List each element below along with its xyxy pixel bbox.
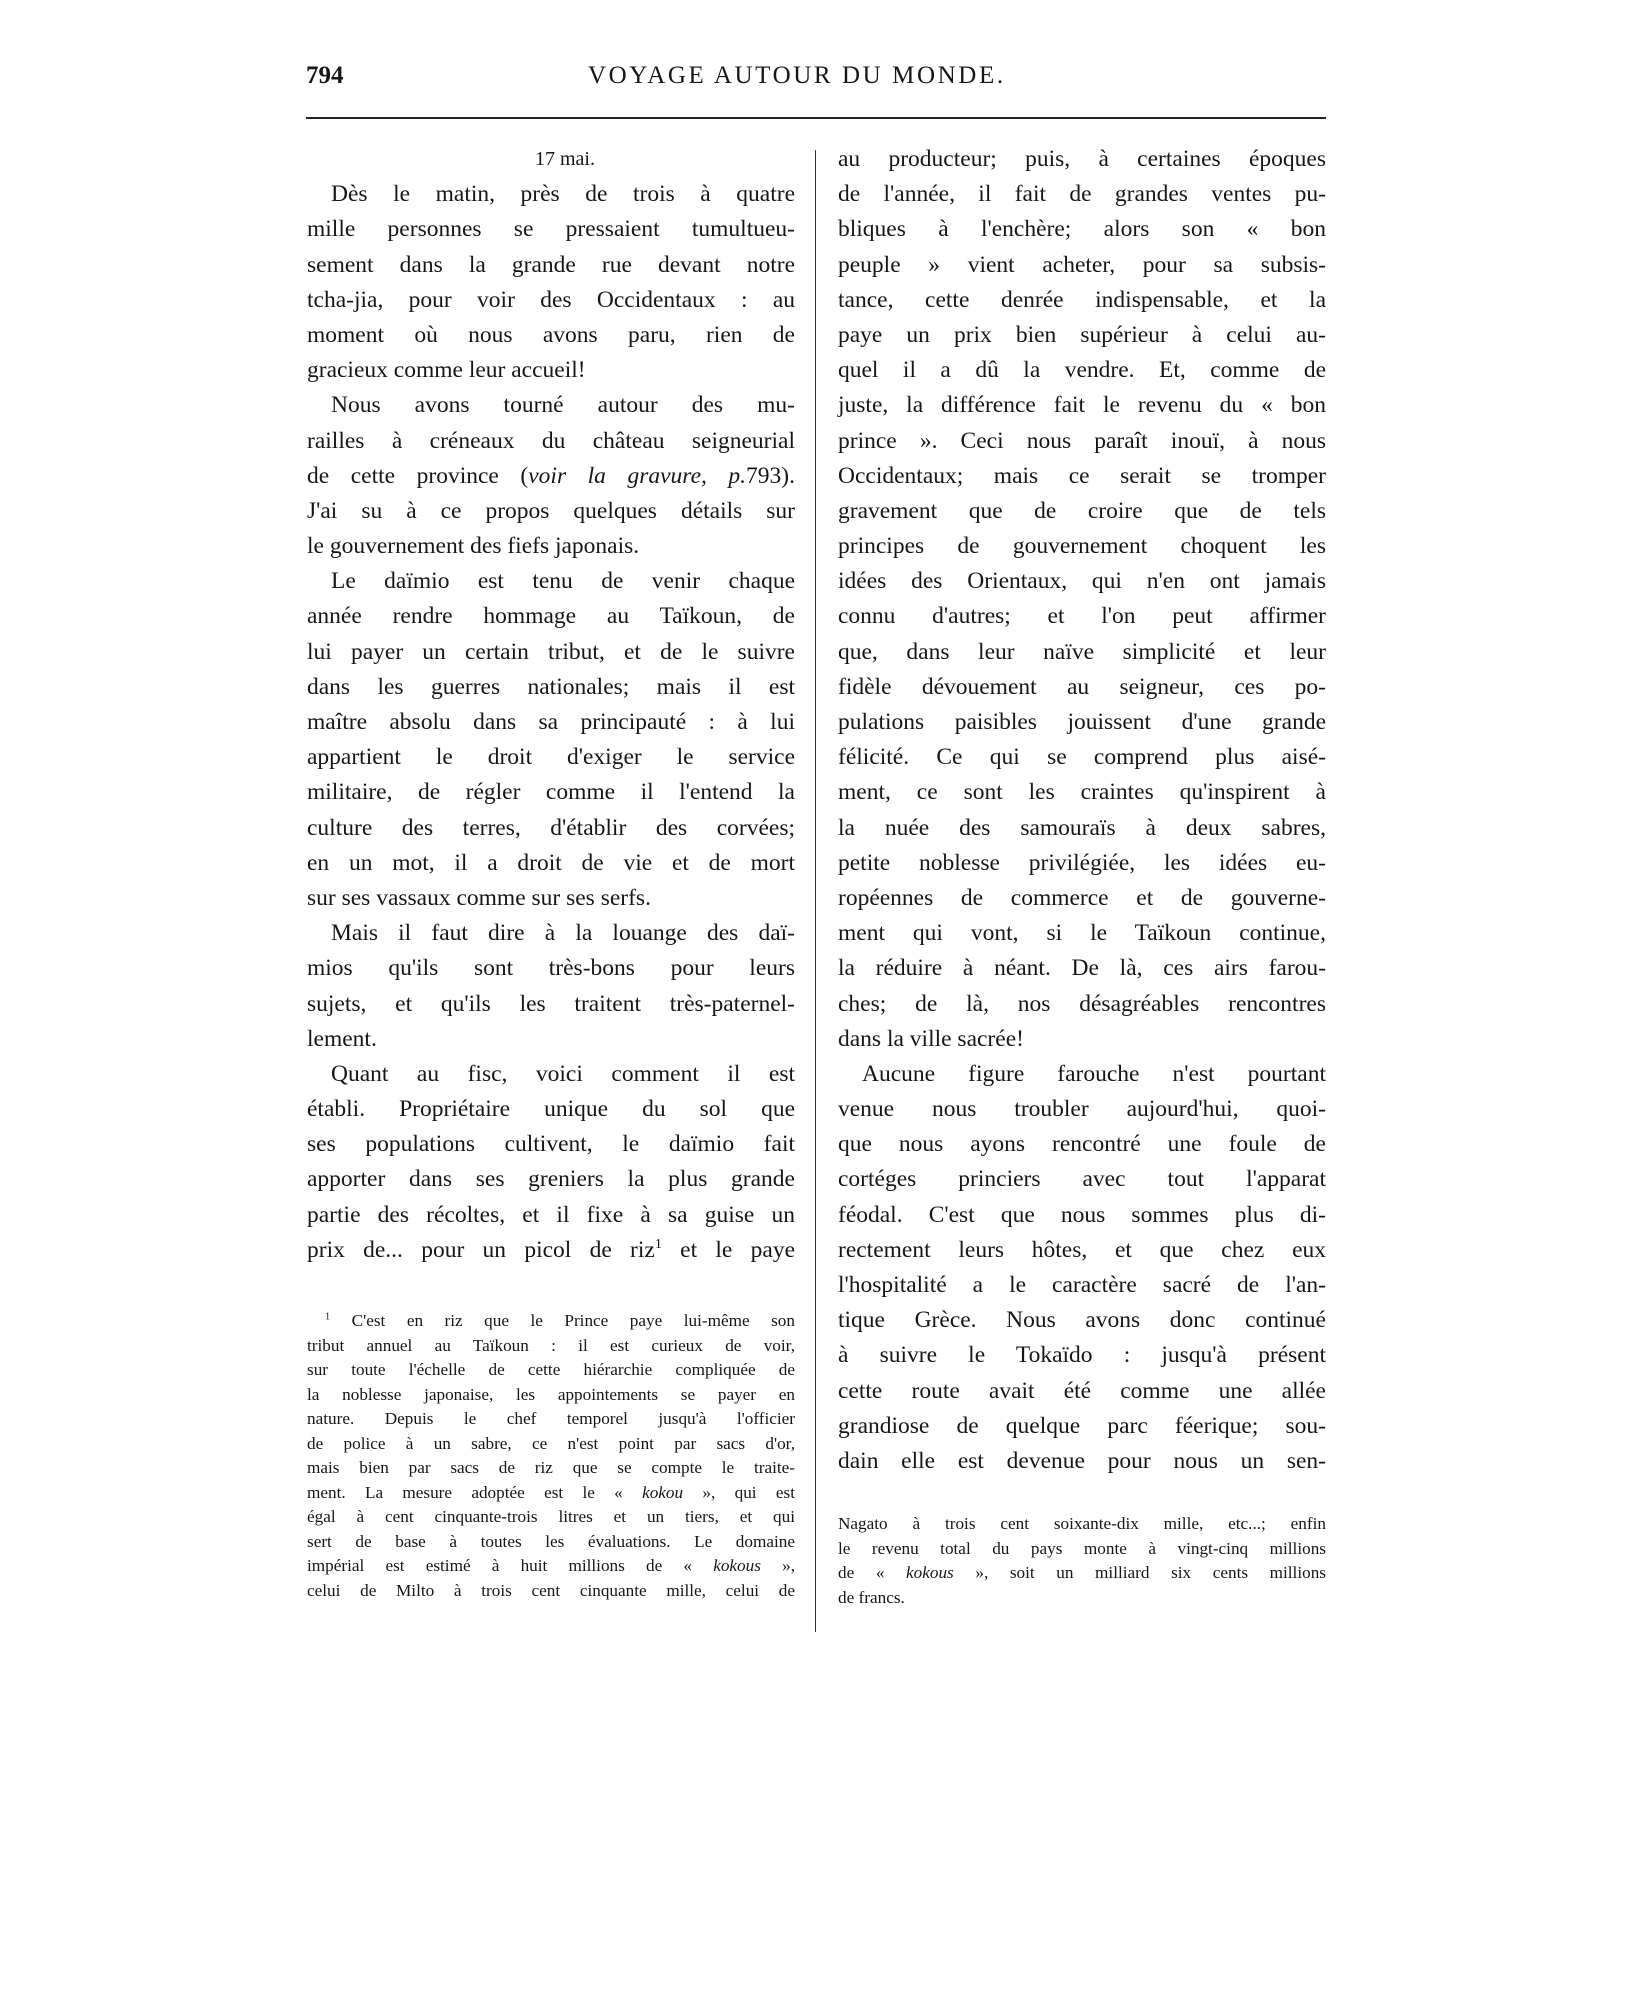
text-line: [838, 740, 1326, 775]
footnote-line: [307, 1407, 795, 1432]
text-line: [838, 635, 1326, 670]
line-text: mais bien par sacs de riz que se compte le traite-: [307, 1458, 795, 1477]
text-line: [838, 1233, 1326, 1268]
line-text: railles à créneaux du château seigneurial: [307, 427, 795, 454]
line-text: impérial est estimé à huit millions de «: [307, 1556, 714, 1575]
line-text: lui payer un certain tribut, et de le suivre: [307, 638, 795, 665]
line-text: mios qu'ils sont très-bons pour leurs: [307, 955, 795, 982]
line-text: appartient le droit d'exiger le service: [307, 744, 795, 771]
line-text: le revenu total du pays monte à vingt-cinq millions: [838, 1538, 1326, 1558]
dateline: 17 mai.: [535, 148, 595, 170]
line-text: dans la ville sacrée!: [838, 1025, 1024, 1052]
line-text: Dès le matin, près de trois à quatre: [331, 181, 795, 208]
text-line: [838, 705, 1326, 740]
line-text: »,: [760, 1556, 795, 1575]
text-line: [838, 951, 1326, 986]
line-text: connu d'autres; et l'on peut affirmer: [838, 603, 1326, 630]
line-text: au producteur; puis, à certaines époques: [838, 146, 1326, 172]
italic-text: voir la gravure, p.: [528, 462, 747, 489]
line-text: année rendre hommage au Taïkoun, de: [307, 603, 795, 630]
text-line: [838, 846, 1326, 881]
text-line: [838, 318, 1326, 353]
text-line: [838, 775, 1326, 810]
text-line: [838, 212, 1326, 247]
line-text: dans les guerres nationales; mais il est: [307, 673, 795, 700]
line-text: Nous avons tourné autour des mu-: [331, 392, 795, 419]
footnote-line: [838, 1512, 1326, 1537]
line-text: la nuée des samouraïs à deux sabres,: [838, 814, 1326, 841]
line-text: paye un prix bien supérieur à celui au-: [838, 321, 1326, 348]
header-rule: [306, 117, 1326, 119]
line-text: félicité. Ce qui se comprend plus aisé-: [838, 744, 1326, 771]
text-line: [307, 599, 795, 634]
line-text: ment qui vont, si le Taïkoun continue,: [838, 920, 1326, 947]
text-line: [307, 283, 795, 318]
line-text: ropéennes de commerce et de gouverne-: [838, 884, 1326, 911]
text-line: [307, 177, 795, 212]
text-line: [838, 1022, 1326, 1057]
line-text: juste, la différence fait le revenu du « bon: [838, 392, 1326, 419]
text-line: [307, 318, 795, 353]
footnote-line: [307, 1579, 795, 1604]
text-line: [838, 1444, 1326, 1479]
line-text: gracieux comme leur accueil!: [307, 357, 586, 384]
line-text: mille personnes se pressaient tumultueu-: [307, 216, 795, 243]
footnote-line: [838, 1537, 1326, 1562]
text-line: [838, 424, 1326, 459]
line-text: maître absolu dans sa principauté : à lui: [307, 709, 795, 735]
line-text: fidèle dévouement au seigneur, ces po-: [838, 673, 1326, 700]
line-text: celui de Milto à trois cent cinquante mille, celui de: [307, 1580, 795, 1600]
footnote-line: [307, 1334, 795, 1359]
text-line: [307, 811, 795, 846]
line-text: J'ai su à ce propos quelques détails sur: [307, 497, 795, 524]
text-line: [307, 670, 795, 705]
line-text: de «: [838, 1563, 907, 1582]
italic-text: kokous: [906, 1563, 954, 1582]
text-line: [307, 951, 795, 986]
text-line: [307, 529, 795, 564]
line-text: venue nous troubler aujourd'hui, quoi-: [838, 1096, 1326, 1123]
text-line: [838, 388, 1326, 423]
text-line: [838, 1303, 1326, 1338]
line-text: cortéges princiers avec tout l'apparat: [838, 1166, 1326, 1193]
line-text: quel il a dû la vendre. Et, comme de: [838, 357, 1326, 384]
text-line: [838, 811, 1326, 846]
line-text: le gouvernement des fiefs japonais.: [307, 533, 640, 560]
footnote-line: [307, 1481, 795, 1506]
line-text: tance, cette denrée indispensable, et la: [838, 286, 1326, 313]
line-text: ches; de là, nos désagréables rencontres: [838, 990, 1326, 1017]
line-text: partie des récoltes, et il fixe à sa guise un: [307, 1201, 795, 1228]
line-text: tcha-jia, pour voir des Occidentaux : au: [307, 286, 795, 313]
text-line: [307, 987, 795, 1022]
text-line: [838, 529, 1326, 564]
line-text: que nous ayons rencontré une foule de: [838, 1131, 1326, 1158]
running-title: VOYAGE AUTOUR DU MONDE.: [588, 62, 1006, 89]
text-line: [838, 1409, 1326, 1444]
line-text: de cette province (: [307, 462, 529, 489]
line-text: et le paye: [661, 1236, 795, 1263]
line-text: dain elle est devenue pour nous un sen-: [838, 1447, 1326, 1474]
text-line: [838, 564, 1326, 599]
line-text: », qui est: [683, 1482, 795, 1502]
text-line: [838, 459, 1326, 494]
line-text: tribut annuel au Taïkoun : il est curieux de voir,: [307, 1335, 795, 1355]
footnote-line: [307, 1554, 795, 1579]
line-text: pulations paisibles jouissent d'une grande: [838, 709, 1326, 735]
footnote-line: [307, 1383, 795, 1408]
line-text: sert de base à toutes les évaluations. Le domaine: [307, 1531, 795, 1551]
footnote-line: [838, 1586, 1326, 1611]
line-text: sur toute l'échelle de cette hiérarchie compliquée de: [307, 1360, 795, 1379]
footnote-marker: 1: [325, 1311, 331, 1323]
text-line: [838, 1374, 1326, 1409]
text-line: [838, 283, 1326, 318]
line-text: ses populations cultivent, le daïmio fait: [307, 1131, 795, 1158]
line-text: bliques à l'enchère; alors son « bon: [838, 216, 1326, 243]
left-column: [307, 142, 795, 1268]
column-divider: [815, 150, 816, 1632]
line-text: tique Grèce. Nous avons donc continué: [838, 1307, 1326, 1334]
line-text: de l'année, il fait de grandes ventes pu-: [838, 181, 1326, 208]
line-text: l'hospitalité a le caractère sacré de l'an-: [838, 1272, 1326, 1298]
text-line: [307, 1198, 795, 1233]
line-text: », soit un milliard six cents millions: [953, 1563, 1326, 1582]
text-line: [307, 846, 795, 881]
line-text: militaire, de régler comme il l'entend la: [307, 779, 795, 806]
right-column: [838, 142, 1326, 1479]
line-text: rectement leurs hôtes, et que chez eux: [838, 1236, 1326, 1263]
line-text: 793).: [746, 462, 795, 489]
page-number: 794: [306, 62, 344, 89]
text-line: [838, 987, 1326, 1022]
line-text: idées des Orientaux, qui n'en ont jamais: [838, 568, 1326, 595]
line-text: moment où nous avons paru, rien de: [307, 321, 795, 348]
line-text: petite noblesse privilégiée, les idées eu-: [838, 849, 1326, 876]
text-line: [838, 1092, 1326, 1127]
line-text: ment. La mesure adoptée est le «: [307, 1482, 643, 1502]
text-line: [307, 1233, 795, 1268]
line-text: de police à un sabre, ce n'est point par sacs d'or,: [307, 1433, 795, 1453]
text-line: [307, 388, 795, 423]
left-column-text: [307, 177, 795, 1268]
line-text: la noblesse japonaise, les appointements se payer en: [307, 1384, 795, 1404]
line-text: lement.: [307, 1025, 377, 1052]
text-line: [838, 1127, 1326, 1162]
text-line: [307, 705, 795, 740]
line-text: à suivre le Tokaïdo : jusqu'à présent: [838, 1342, 1326, 1369]
line-text: culture des terres, d'établir des corvées;: [307, 814, 795, 841]
text-line: [838, 881, 1326, 916]
text-line: [307, 212, 795, 247]
footnote-left: [307, 1309, 795, 1603]
text-line: [838, 1198, 1326, 1233]
text-line: [307, 881, 795, 916]
text-line: [307, 635, 795, 670]
footnote-reference: 1: [654, 1235, 662, 1252]
line-text: apporter dans ses greniers la plus grande: [307, 1166, 795, 1193]
line-text: la réduire à néant. De là, ces airs farou-: [838, 955, 1326, 982]
line-text: établi. Propriétaire unique du sol que: [307, 1096, 795, 1123]
footnote-line: [307, 1432, 795, 1457]
line-text: que, dans leur naïve simplicité et leur: [838, 638, 1326, 665]
line-text: Le daïmio est tenu de venir chaque: [331, 568, 795, 595]
text-line: [838, 599, 1326, 634]
text-line: [838, 494, 1326, 529]
footnote-line: [838, 1561, 1326, 1586]
line-text: gravement que de croire que de tels: [838, 497, 1326, 524]
text-line: [307, 494, 795, 529]
footnote-line: [307, 1358, 795, 1383]
text-line: [307, 424, 795, 459]
line-text: Mais il faut dire à la louange des daï-: [331, 920, 795, 947]
text-line: [838, 1057, 1326, 1092]
text-line: [838, 1268, 1326, 1303]
italic-text: kokous: [713, 1556, 761, 1575]
line-text: C'est en riz que le Prince paye lui-même son: [330, 1311, 795, 1330]
text-line: [838, 353, 1326, 388]
text-line: [838, 1162, 1326, 1197]
text-line: [307, 1162, 795, 1197]
text-line: [307, 740, 795, 775]
text-line: [838, 916, 1326, 951]
line-text: Nagato à trois cent soixante-dix mille, etc...; enfin: [838, 1514, 1326, 1533]
text-line: [307, 1022, 795, 1057]
text-line: [307, 353, 795, 388]
text-line: [307, 1092, 795, 1127]
text-line: [838, 670, 1326, 705]
line-text: égal à cent cinquante-trois litres et un tiers, et qui: [307, 1507, 795, 1526]
line-text: peuple » vient acheter, pour sa subsis-: [838, 251, 1326, 278]
line-text: de francs.: [838, 1587, 905, 1607]
text-line: [307, 248, 795, 283]
text-line: [838, 1338, 1326, 1373]
footnote-line: [307, 1309, 795, 1334]
line-text: Aucune figure farouche n'est pourtant: [862, 1060, 1326, 1087]
line-text: sur ses vassaux comme sur ses serfs.: [307, 884, 651, 911]
text-line: [838, 142, 1326, 177]
text-line: [838, 177, 1326, 212]
footnote-right-continuation: [838, 1512, 1326, 1610]
text-line: [307, 564, 795, 599]
text-line: [307, 916, 795, 951]
line-text: prix de... pour un picol de riz: [307, 1236, 655, 1263]
text-line: [307, 1127, 795, 1162]
footnote-line: [307, 1530, 795, 1555]
line-text: grandiose de quelque parc féerique; sou-: [838, 1412, 1326, 1439]
line-text: sement dans la grande rue devant notre: [307, 251, 795, 278]
text-line: [307, 775, 795, 810]
line-text: principes de gouvernement choquent les: [838, 533, 1326, 560]
line-text: Quant au fisc, voici comment il est: [331, 1060, 795, 1087]
footnote-line: [307, 1505, 795, 1530]
line-text: Occidentaux; mais ce serait se tromper: [838, 462, 1326, 489]
text-line: [838, 248, 1326, 283]
footnote-line: [307, 1456, 795, 1481]
italic-text: kokou: [642, 1482, 684, 1502]
right-column-text: [838, 142, 1326, 1479]
line-text: sujets, et qu'ils les traitent très-paternel-: [307, 990, 795, 1017]
line-text: féodal. C'est que nous sommes plus di-: [838, 1201, 1326, 1228]
text-line: [307, 459, 795, 494]
line-text: en un mot, il a droit de vie et de mort: [307, 849, 795, 876]
text-line: [307, 1057, 795, 1092]
line-text: prince ». Ceci nous paraît inouï, à nous: [838, 427, 1326, 454]
line-text: cette route avait été comme une allée: [838, 1377, 1326, 1404]
line-text: ment, ce sont les craintes qu'inspirent à: [838, 779, 1326, 806]
line-text: nature. Depuis le chef temporel jusqu'à l'officier: [307, 1409, 795, 1428]
